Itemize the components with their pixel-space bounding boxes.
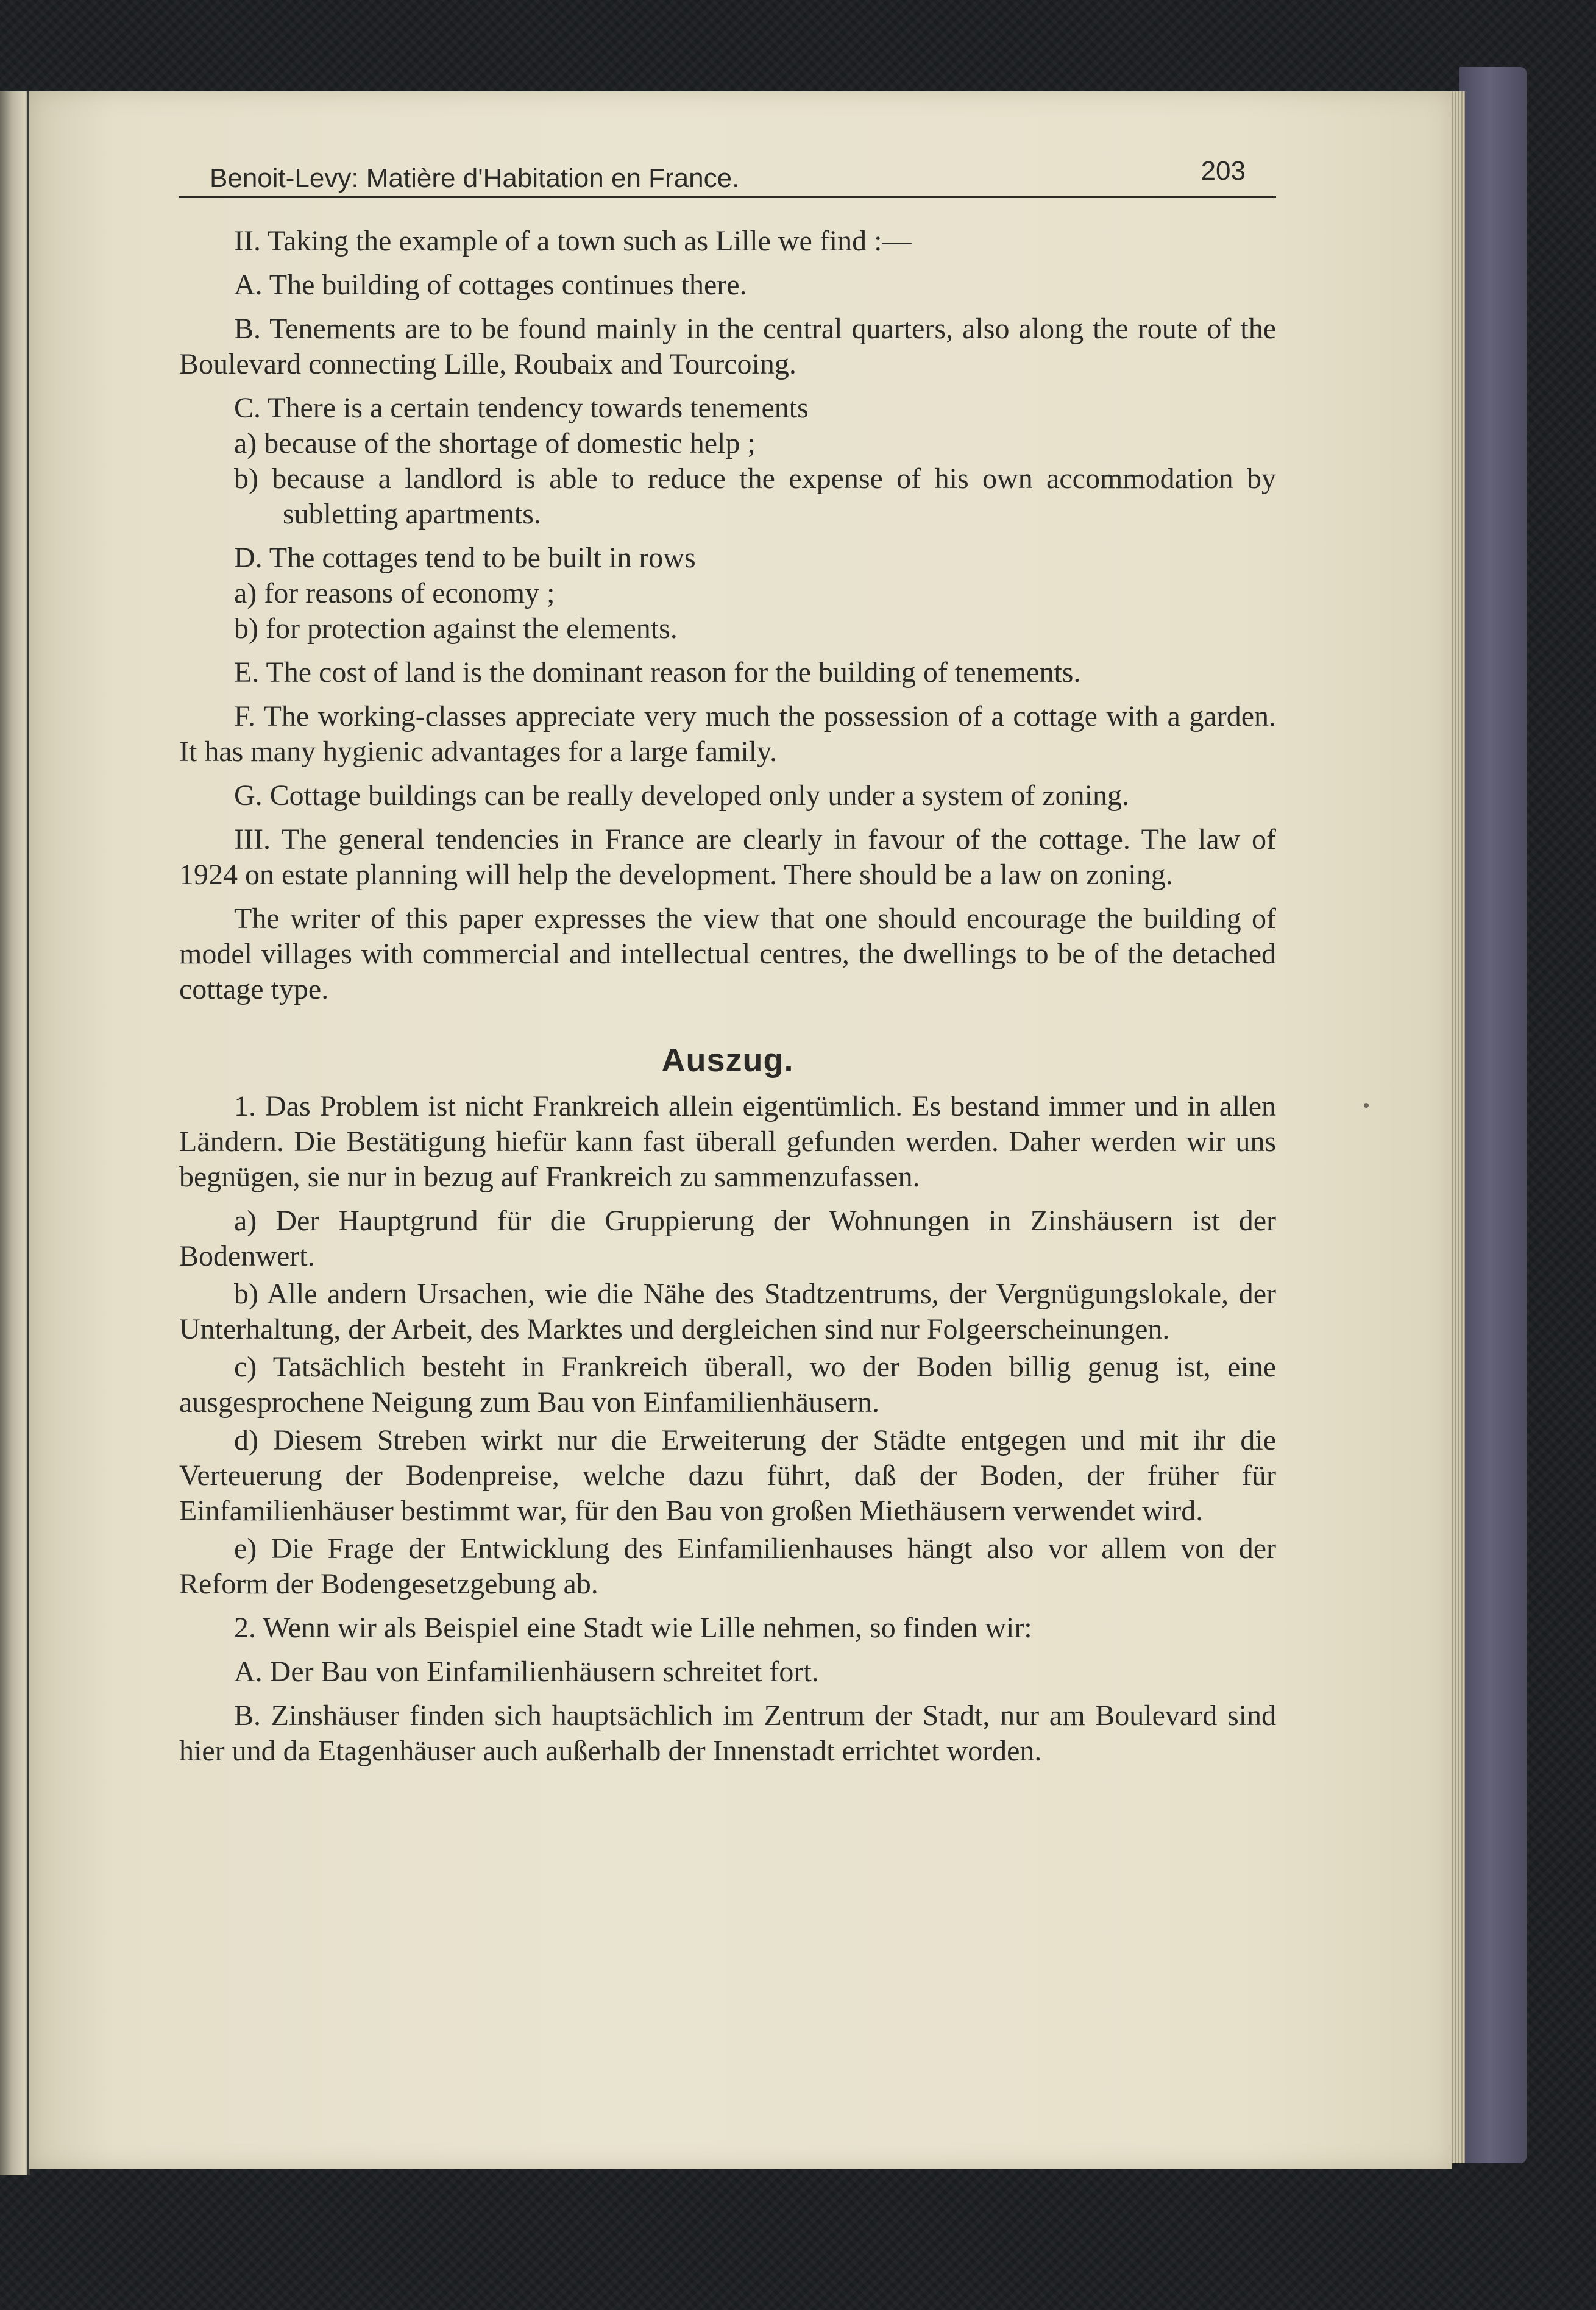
- paragraph: a) Der Hauptgrund für die Gruppierung der Wohnungen in Zinshäusern ist der Bodenwert.: [179, 1205, 1276, 1272]
- page-number: 203: [1201, 156, 1246, 186]
- paragraph: II. Taking the example of a town such as Lille we find :—: [234, 225, 912, 257]
- paragraph: B. Zinshäuser finden sich hauptsächlich im Zentrum der Stadt, nur am Boulevard sind hier und da Etagenhäuser auch außerhalb der Innenstadt errichtet worden.: [179, 1699, 1276, 1767]
- paragraph: The writer of this paper expresses the view that one should encourage the building of model villages with commercial and intellectual centres, the dwellings to be of the detached cottage type.: [179, 902, 1276, 1005]
- page-stack-edges: [1450, 91, 1465, 2163]
- paragraph: B. Tenements are to be found mainly in the central quarters, also along the route of the Boulevard connecting Lille, Roubaix and Tourcoing.: [179, 313, 1276, 380]
- list-item: b) for protection against the elements.: [234, 612, 678, 645]
- running-title: Benoit-Levy: Matière d'Habitation en France.: [210, 163, 740, 193]
- list-item: b) because a landlord is able to reduce the expense of his own accommodation by subletting apartments.: [234, 462, 1276, 530]
- paragraph: E. The cost of land is the dominant reason for the building of tenements.: [234, 656, 1081, 689]
- paragraph: C. There is a certain tendency towards tenements: [234, 392, 809, 424]
- list-item: a) because of the shortage of domestic help ;: [234, 427, 756, 459]
- paragraph: F. The working-classes appreciate very much the possession of a cottage with a garden. It has many hygienic advantages for a large family.: [179, 700, 1276, 768]
- paragraph: d) Diesem Streben wirkt nur die Erweiterung der Städte entgegen und mit ihr die Verteuerung der Bodenpreise, welche dazu führt, daß der Boden, der früher für Einfamilienhäuser bestimmt war, für den Bau von großen Miethäusern verwendet wird.: [179, 1424, 1276, 1527]
- paragraph: e) Die Frage der Entwicklung des Einfamilienhauses hängt also vor allem von der Reform der Bodengesetzgebung ab.: [179, 1532, 1276, 1600]
- paragraph: b) Alle andern Ursachen, wie die Nähe des Stadtzentrums, der Vergnügungslokale, der Unterhaltung, der Arbeit, des Marktes und dergleichen sind nur Folgeerscheinungen.: [179, 1278, 1276, 1345]
- paragraph: A. The building of cottages continues there.: [234, 269, 747, 301]
- paragraph: III. The general tendencies in France are clearly in favour of the cottage. The law of 1924 on estate planning will help the development. There should be a law on zoning.: [179, 823, 1276, 891]
- paragraph: 1. Das Problem ist nicht Frankreich allein eigentümlich. Es bestand immer und in allen Ländern. Die Bestätigung hiefür kann fast überall gefunden werden. Daher werden wir uns begnügen, sie nur in bezug auf Frankreich zu sammenzufassen.: [179, 1090, 1276, 1193]
- paragraph: c) Tatsächlich besteht in Frankreich überall, wo der Boden billig genug ist, eine ausgesprochene Neigung zum Bau von Einfamilienhäusern.: [179, 1351, 1276, 1419]
- paragraph: A. Der Bau von Einfamilienhäusern schreitet fort.: [234, 1656, 819, 1688]
- running-header: [179, 154, 1276, 198]
- list-item: a) for reasons of economy ;: [234, 577, 555, 609]
- facing-page-sliver: [0, 91, 29, 2175]
- book-cover-edge: [1459, 67, 1527, 2163]
- english-summary: [179, 224, 1276, 1007]
- paragraph: G. Cottage buildings can be really developed only under a system of zoning.: [234, 779, 1129, 812]
- paragraph: D. The cottages tend to be built in rows: [234, 542, 696, 574]
- paragraph: 2. Wenn wir als Beispiel eine Stadt wie Lille nehmen, so finden wir:: [234, 1612, 1032, 1644]
- page-content: [179, 154, 1276, 1777]
- section-heading: Auszug.: [661, 1042, 794, 1079]
- paper-speck: [1364, 1103, 1369, 1108]
- german-summary: [179, 1089, 1276, 1769]
